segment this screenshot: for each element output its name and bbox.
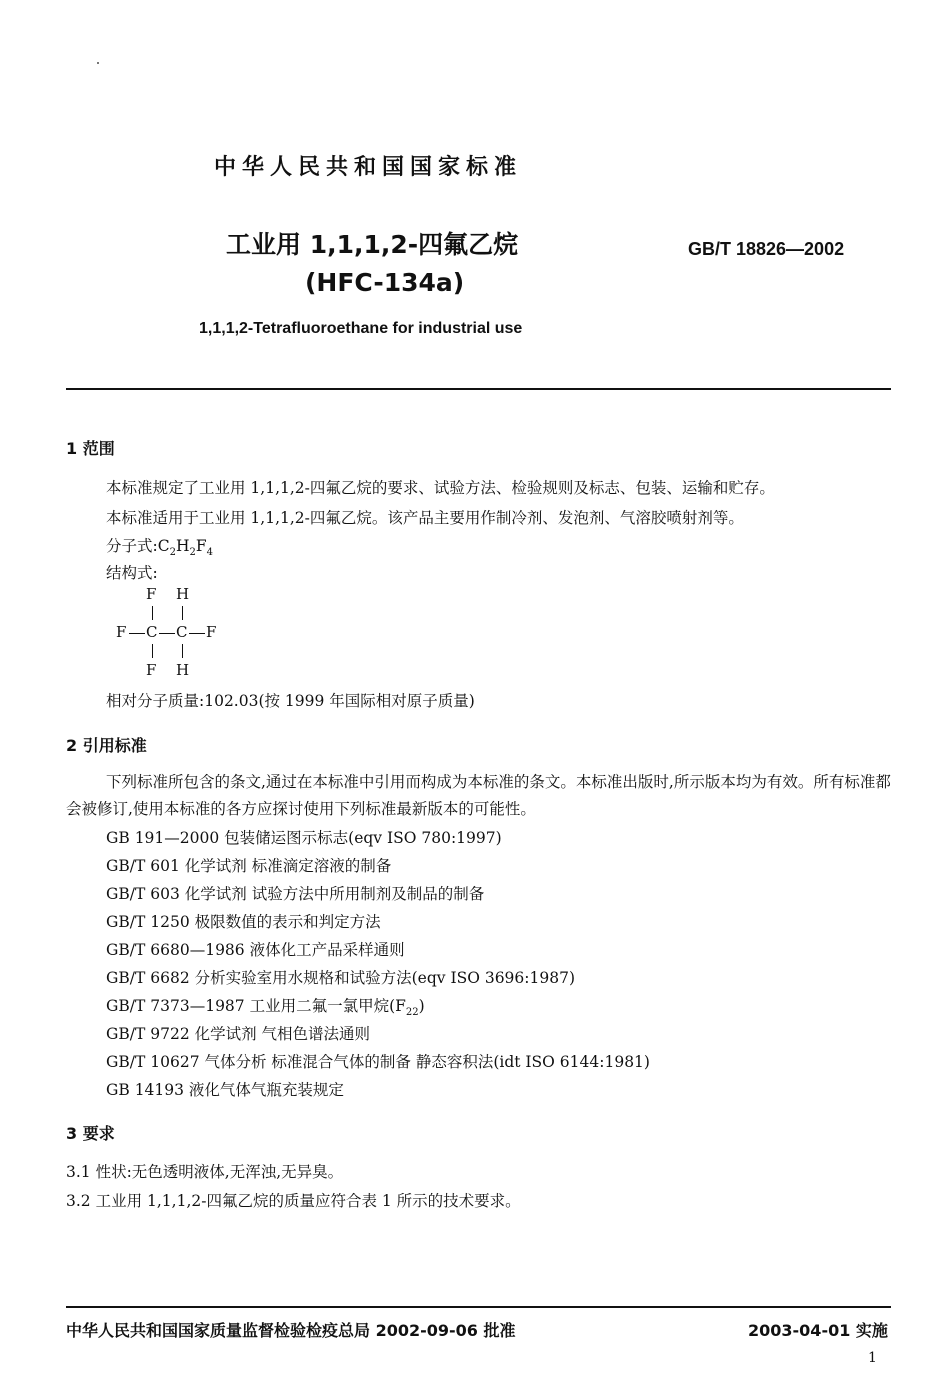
atom-h-top: H <box>176 585 190 603</box>
approval-line: 中华人民共和国国家质量监督检验检疫总局 2002-09-06 批准 <box>66 1321 516 1340</box>
atom-c2: C <box>176 623 188 641</box>
ref-item: GB/T 7373—1987 工业用二氟一氯甲烷$(F_{22})$ <box>106 997 425 1019</box>
ref-item: GB/T 601 化学试剂 标准滴定溶液的制备 <box>106 857 392 875</box>
top-rule <box>66 388 891 390</box>
formula-label: 分子式: <box>106 537 158 555</box>
title-cn-line1: 工业用 1,1,1,2-四氟乙烷 <box>226 230 519 259</box>
section3-heading: 3 要求 <box>66 1124 115 1143</box>
bond <box>189 633 205 634</box>
molecular-formula: 分子式$:C_2H_2F_4$ <box>106 537 214 559</box>
section2-heading: 2 引用标准 <box>66 736 147 755</box>
section1-heading: 1 范围 <box>66 439 115 458</box>
page-number: 1 <box>868 1350 877 1366</box>
section1-para1: 本标准规定了工业用 1,1,1,2-四氟乙烷的要求、试验方法、检验规则及标志、包装、运输和贮存。 <box>106 479 775 497</box>
ref-item: GB/T 6682 分析实验室用水规格和试验方法(eqv ISO 3696:1987) <box>106 969 575 987</box>
issuing-body: 中华人民共和国国家标准 <box>214 155 523 180</box>
structure-label: 结构式: <box>106 564 158 582</box>
standard-number: GB/T 18826—2002 <box>688 239 845 259</box>
ref-item: GB/T 9722 化学试剂 气相色谱法通则 <box>106 1025 371 1043</box>
bond <box>129 633 145 634</box>
bond <box>182 644 183 658</box>
ref-item: GB/T 603 化学试剂 试验方法中所用制剂及制品的制备 <box>106 885 485 903</box>
bond <box>182 606 183 620</box>
atom-c1: C <box>146 623 158 641</box>
structural-formula <box>116 585 236 680</box>
atom-h-bottom: H <box>176 661 190 679</box>
section2-intro: 下列标准所包含的条文,通过在本标准中引用而构成为本标准的条文。本标准出版时,所示版本均为有效。所有标准都会被修订,使用本标准的各方应探讨使用下列标准最新版本的可能性。 <box>66 773 891 818</box>
section1-para2: 本标准适用于工业用 1,1,1,2-四氟乙烷。该产品主要用作制冷剂、发泡剂、气溶胶喷射剂等。 <box>106 509 744 527</box>
ref-item: GB/T 10627 气体分析 标准混合气体的制备 静态容积法(idt ISO 6144:1981) <box>106 1053 650 1071</box>
bond <box>159 633 175 634</box>
scan-dot <box>97 62 99 64</box>
ref-item: GB/T 1250 极限数值的表示和判定方法 <box>106 913 381 931</box>
effective-date: 2003-04-01 实施 <box>748 1321 888 1340</box>
ref-item: GB 14193 液化气体气瓶充装规定 <box>106 1081 344 1099</box>
section3-item1: 3.1 性状:无色透明液体,无浑浊,无异臭。 <box>66 1163 344 1181</box>
atom-f-top: F <box>146 585 157 603</box>
molar-mass: 相对分子质量:102.03(按 1999 年国际相对原子质量) <box>106 692 475 710</box>
bond <box>152 606 153 620</box>
atom-f-right: F <box>206 623 217 641</box>
section3-item2: 3.2 工业用 1,1,1,2-四氟乙烷的质量应符合表 1 所示的技术要求。 <box>66 1192 521 1210</box>
atom-f-left: F <box>116 623 127 641</box>
ref-item: GB/T 6680—1986 液体化工产品采样通则 <box>106 941 405 959</box>
ref-item: GB 191—2000 包装储运图示标志(eqv ISO 780:1997) <box>106 829 502 847</box>
title-cn-line2: (HFC-134a) <box>305 268 465 297</box>
atom-f-bottom: F <box>146 661 157 679</box>
bond <box>152 644 153 658</box>
title-en: 1,1,1,2-Tetrafluoroethane for industrial use <box>199 320 523 337</box>
bottom-rule <box>66 1306 891 1308</box>
